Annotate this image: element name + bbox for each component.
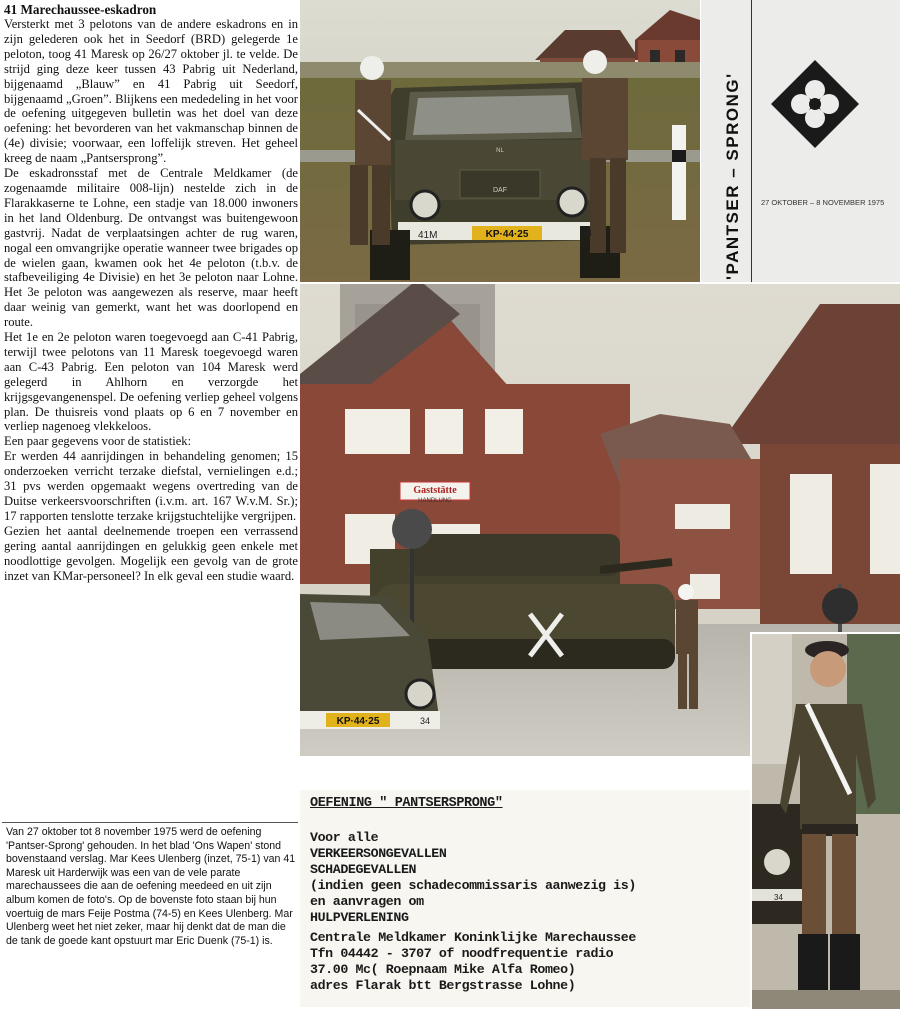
article-paragraph: De eskadronsstaf met de Centrale Meldkamer (de zogenaamde militaire 008-lijn) nestelde zich in de Flarakkaserne te Lohne, een stadje van 18.000 inwoners in het land Oldenburg. De ontvangst was buitengewoon gastvrij. Nadat de verplaatsingen achter de rug waren, nogal een omvangrijke operatie wanneer twee brigades op de wielen gaan, kwamen ook het 4e peloton (t.b.v. de stafbeveiliging 4e Divisie) en het 3e peloton naar Lohne. Het 3e peloton was aangewezen als reserve, maar heeft daar weinig van gemerkt, want het was doorlopend en route. <box>4 166 298 330</box>
photo-jeep-soldiers <box>300 0 700 282</box>
notice-line: Tfn 04442 - 3707 of noodfrequentie radio <box>310 946 614 961</box>
photo-inset-soldier <box>750 632 900 1009</box>
exercise-cover <box>701 0 900 282</box>
article-paragraph: Het 1e en 2e peloton waren toegevoegd aan C-41 Pabrig, terwijl twee pelotons van 11 Maresk toegevoegd waren aan C-43 Pabrig. Een peloton van 104 Maresk werd gelegerd in Ahlhorn en verzorgde het krijgsgevangenenspel. De oefening verliep geheel volgens plan. De thuisreis vond plaats op 6 en 7 november en verliep nagenoeg vlekkeloos. <box>4 330 298 434</box>
notice-line: adres Flarak btt Bergstrasse Lohne) <box>310 978 576 993</box>
jeep-country: NL <box>496 148 504 154</box>
article-paragraph: Een paar gegevens voor de statistiek: <box>4 434 192 449</box>
notice-line: Centrale Meldkamer Koninklijke Marechaussee <box>310 930 636 945</box>
notice-line: VERKEERSONGEVALLEN <box>310 846 447 861</box>
article-title: 41 Marechaussee-eskadron <box>4 2 157 17</box>
notice-line: 37.00 Mc( Roepnaam Mike Alfa Romeo) <box>310 962 576 977</box>
jeep-unit-code: 41M <box>418 230 438 241</box>
cloverleaf-emblem-icon <box>769 58 861 150</box>
typed-notice-card <box>300 790 750 1007</box>
article-paragraph: Er werden 44 aanrijdingen in behandeling genomen; 15 onderzoeken verricht terzake diefstal, vernielingen e.d.; 31 pvs werden opgemaakt wegens overtreding van de Duitse verkeersvoorschriften (i.v.m. art. 167 W.v.M. Sr.); 17 rapporten tenslotte terzake krijgstuchtelijke vergrijpen. <box>4 449 298 523</box>
notice-line: SCHADEGEVALLEN <box>310 862 417 877</box>
cover-divider <box>751 0 752 282</box>
gasthaus-sign: Gaststätte <box>413 485 457 496</box>
tank-jeep-plate: KP·44·25 <box>336 716 380 727</box>
notice-line: Voor alle <box>310 830 379 845</box>
article-paragraph: Gezien het aantal deelnemende troepen een verrassend gering aantal aanrijdingen en gelukkig geen enkele met noodlottige gevolgen. Mogelijk een gevolg van de grote inzet van KMar-personeel? In elk geval een studie waard. <box>4 523 298 583</box>
inset-vehicle-number: 34 <box>774 893 783 902</box>
gasthaus-sub: HANDLUNG <box>418 498 452 504</box>
article <box>4 2 298 583</box>
cover-title: 'PANTSER – SPRONG' <box>723 72 742 280</box>
tank-jeep-number: 34 <box>420 716 431 726</box>
notice-line: en aanvragen om <box>310 894 424 909</box>
photo-caption: Van 27 oktober tot 8 november 1975 werd de oefening 'Pantser-Sprong' gehouden. In het blad 'Ons Wapen' stond bovenstaand verslag. Mar Kees Ulenberg (inzet, 75-1) van 41 Maresk uit Harderwijk was een van de vele parate marechaussees die aan de oefening meedeed en uit zijn album komen de foto's. Op de bovenste foto staan bij hun voertuig de mars Feije Postma (74-5) en Kees Ulenberg. Mar Ulenberg weet het niet zeker, maar hij denkt dat de man die de tank de goede kant opstuurt mar Eric Duenk (75-1) is. <box>6 826 296 947</box>
article-paragraph: Versterkt met 3 pelotons van de andere eskadrons en in zijn gelederen ook het in Seedorf (BRD) gelegerde 1e peloton, toog 41 Maresk op 26/27 oktober jl. te velde. De strijd ging deze keer tussen 43 Pabrig uit Nederland, bijgenaamd „Blauw” en 41 Pabrig uit Seedorf, bijgenaamd „Groen”. Blijkens een mededeling in het voor de oefening uitgegeven bulletin was het doel van deze oefening: het bevorderen van het vakmanschap binnen de (4e) divisie; voorwaar, een loffelijk streven. Het geheel kreeg de naam „Pantsersprong”. <box>4 17 298 166</box>
jeep-number: 34 <box>582 228 593 238</box>
jeep-brand: DAF <box>493 187 507 194</box>
caption-divider <box>2 822 298 823</box>
jeep-license-plate: KP·44·25 <box>485 229 529 240</box>
notice-line: HULPVERLENING <box>310 910 409 925</box>
notice-line: (indien geen schadecommissaris aanwezig is) <box>310 878 636 893</box>
notice-title: OEFENING " PANTSERSPRONG" <box>310 796 503 811</box>
cover-dates: 27 OKTOBER – 8 NOVEMBER 1975 <box>761 198 885 207</box>
